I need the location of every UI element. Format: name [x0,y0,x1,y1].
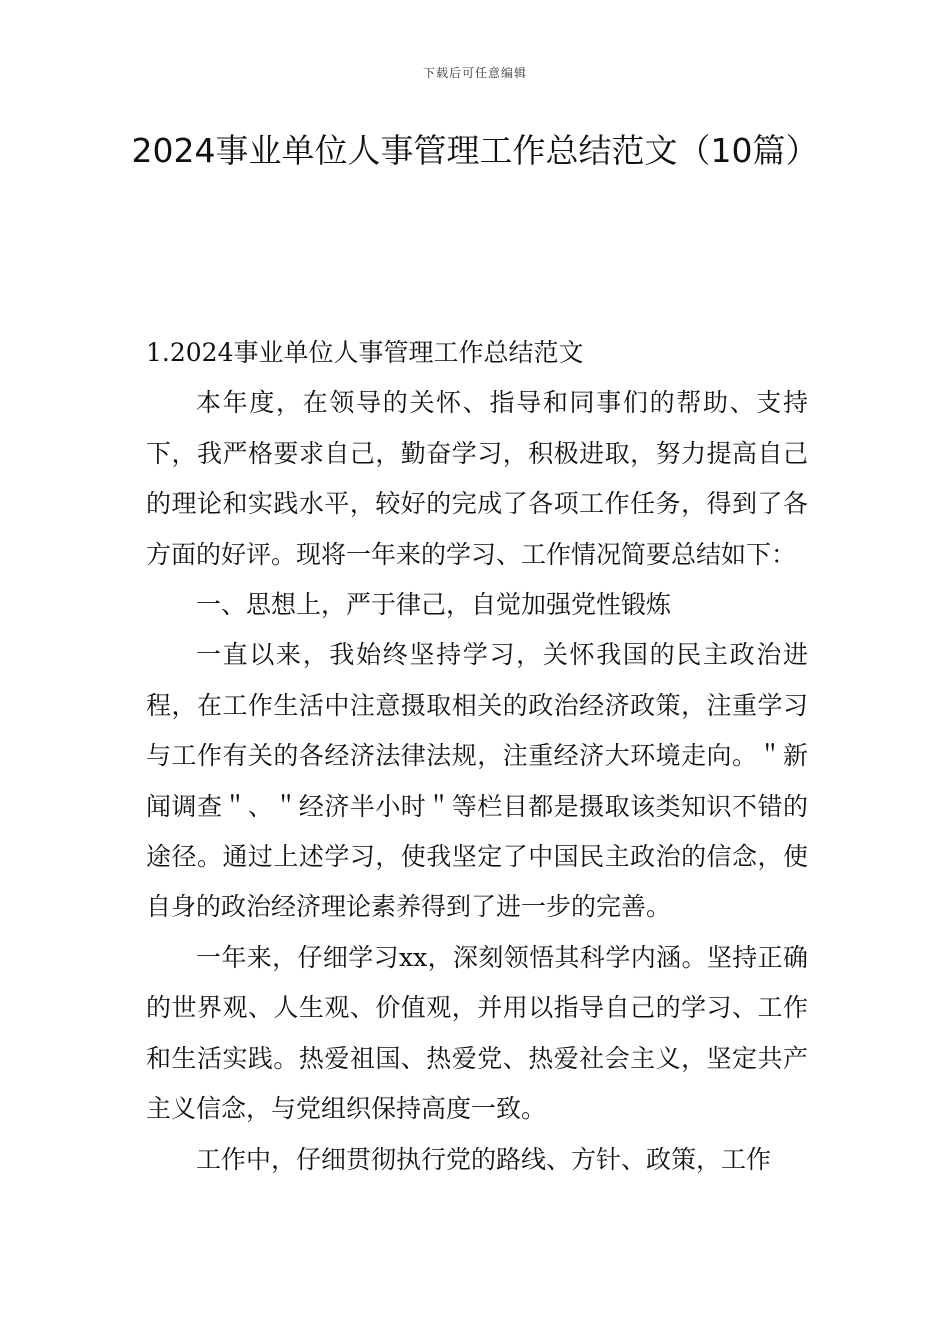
subheading-ideology: 一、思想上，严于律己，自觉加强党性锻炼 [196,590,672,620]
document-body [146,328,808,1185]
paragraph-intro: 本年度，在领导的关怀、指导和同事们的帮助、支持下，我严格要求自己，勤奋学习，积极进取，努力提高自己的理论和实践水平，较好的完成了各项工作任务，得到了各方面的好评。现将一年来的学习、工作情况简要总结如下： [146,388,808,569]
header-note: 下载后可任意编辑 [422,66,527,80]
paragraph-worldview: 一年来，仔细学习xx，深刻领悟其科学内涵。坚持正确的世界观、人生观、价值观，并用以指导自己的学习、工作和生活实践。热爱祖国、热爱党、热爱社会主义，坚定共产主义信念，与党组织保持高度一致。 [146,942,808,1124]
document-title: 2024事业单位人事管理工作总结范文（10篇） [131,131,819,170]
section-heading: 1.2024事业单位人事管理工作总结范文 [146,338,584,367]
paragraph-study: 一直以来，我始终坚持学习，关怀我国的民主政治进程，在工作生活中注意摄取相关的政治经济政策，注重学习与工作有关的各经济法律法规，注重经济大环境走向。＂新闻调查＂、＂经济半小时＂等栏目都是摄取该类知识不错的途径。通过上述学习，使我坚定了中国民主政治的信念，使自身的政治经济理论素养得到了进一步的完善。 [146,640,808,922]
paragraph-work: 工作中，仔细贯彻执行党的路线、方针、政策，工作 [196,1144,772,1174]
